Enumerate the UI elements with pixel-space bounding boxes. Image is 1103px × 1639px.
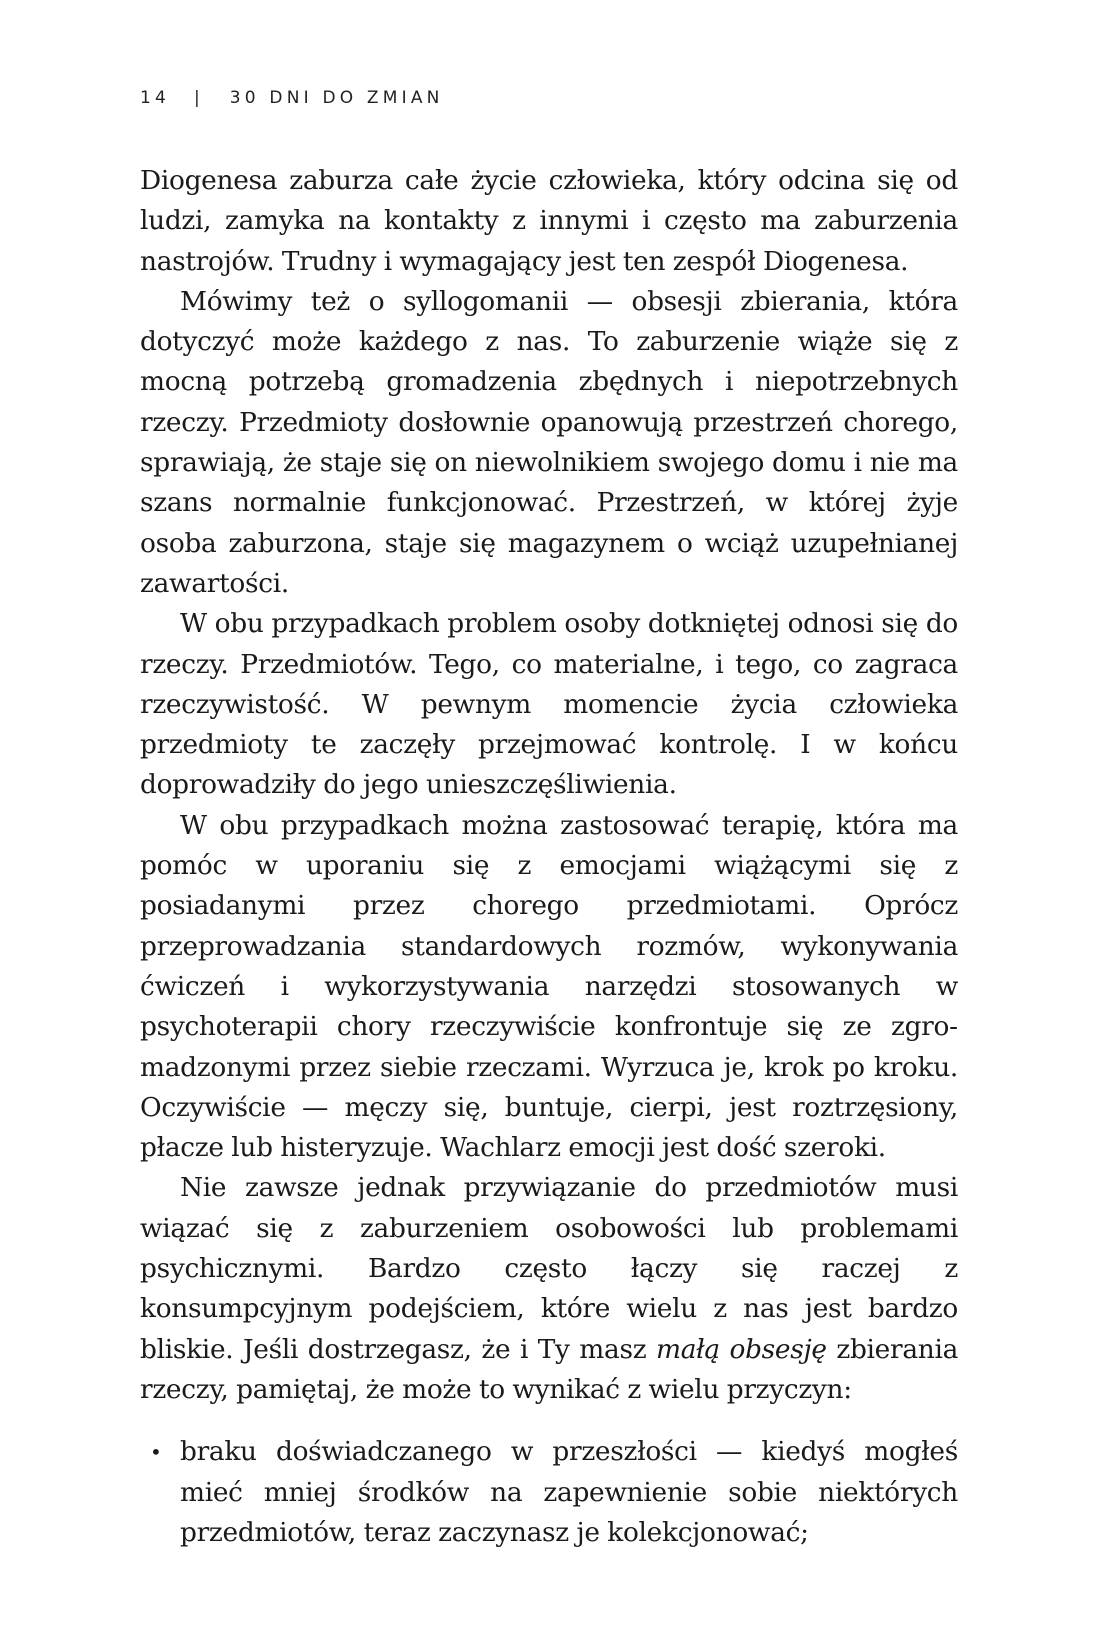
paragraph-therapy: W obu przypadkach można zastosować terapię, która ma pomóc w uporaniu się z emocjami wiążącymi się z posiadanymi przez chorego przedmiotami. Oprócz przeprowadzania standardowych rozmów, wykonywania ćwiczeń i wykorzystywania narzędzi stosowanych w psychoterapii chory rzeczywiście konfrontuje się ze zgromadzonymi przez siebie rzeczami. Wyrzuca je, krok po kroku. Oczywiście — męczy się, buntuje, cierpi, jest roztrzęsiony, płacze lub histeryzuje. Wachlarz emocji jest dość szeroki. — [140, 809, 958, 1164]
paragraph-syllogomania: Mówimy też o syllogomanii — obsesji zbierania, która dotyczyć może każdego z nas. To zaburzenie wiąże się z mocną potrzebą gromadzenia zbędnych i niepotrzebnych rzeczy. Przedmioty dosłownie opanowują przestrzeń chorego, sprawiają, że staje się on niewolnikiem swojego domu i nie ma szans normalnie funkcjonować. Przestrzeń, w której żyje osoba zaburzona, staje się magazynem o wciąż uzupełnianej zawartości. — [140, 285, 958, 599]
paragraph-both-cases-problem: W obu przypadkach problem osoby dotkniętej odnosi się do rzeczy. Przedmiotów. Tego, co materialne, i tego, co zagraca rzeczywistość. W pewnym momencie życia człowieka przedmioty te zaczęły przejmować kontrolę. I w końcu doprowadziły do jego unieszczęśliwienia. — [140, 608, 958, 801]
list-item — [140, 1432, 958, 1553]
paragraph-text-start: Nie zawsze jednak przywiązanie do przedmiotów musi wiązać się z zaburzeniem osobowości lub problemami psychicznymi. Bardzo często łączy się raczej z konsumpcyjnym podejściem, które wielu z nas jest bardzo bliskie. Jeśli dostrzegasz, że i Ty masz — [140, 1172, 958, 1365]
header-separator: | — [194, 88, 200, 108]
bullet-icon: • — [150, 1440, 162, 1465]
paragraph-text-end: zbierania rzeczy, pamiętaj, że może to wynikać z wielu przyczyn: — [140, 1333, 959, 1405]
list-item-text: braku doświadczanego w przeszłości — kiedyś mogłeś mieć mniej środków na zapewnienie sobie niektórych przedmiotów, teraz zaczynasz je kolekcjonować; — [180, 1436, 958, 1548]
emphasis-small-obsession: małą obsesję — [655, 1333, 827, 1365]
page-number: 14 — [140, 88, 171, 108]
body-text — [140, 161, 958, 1553]
book-title: 30 DNI DO ZMIAN — [229, 88, 444, 108]
paragraph-continued: Diogenesa zaburza całe życie człowieka, który odcina się od ludzi, zamyka na kontakty z innymi i często ma zaburzenia nastrojów. Trudny i wymagający jest ten zespół Diogenesa. — [140, 165, 958, 277]
running-head — [140, 88, 444, 108]
causes-list — [140, 1432, 958, 1553]
paragraph-not-always — [140, 1168, 958, 1410]
